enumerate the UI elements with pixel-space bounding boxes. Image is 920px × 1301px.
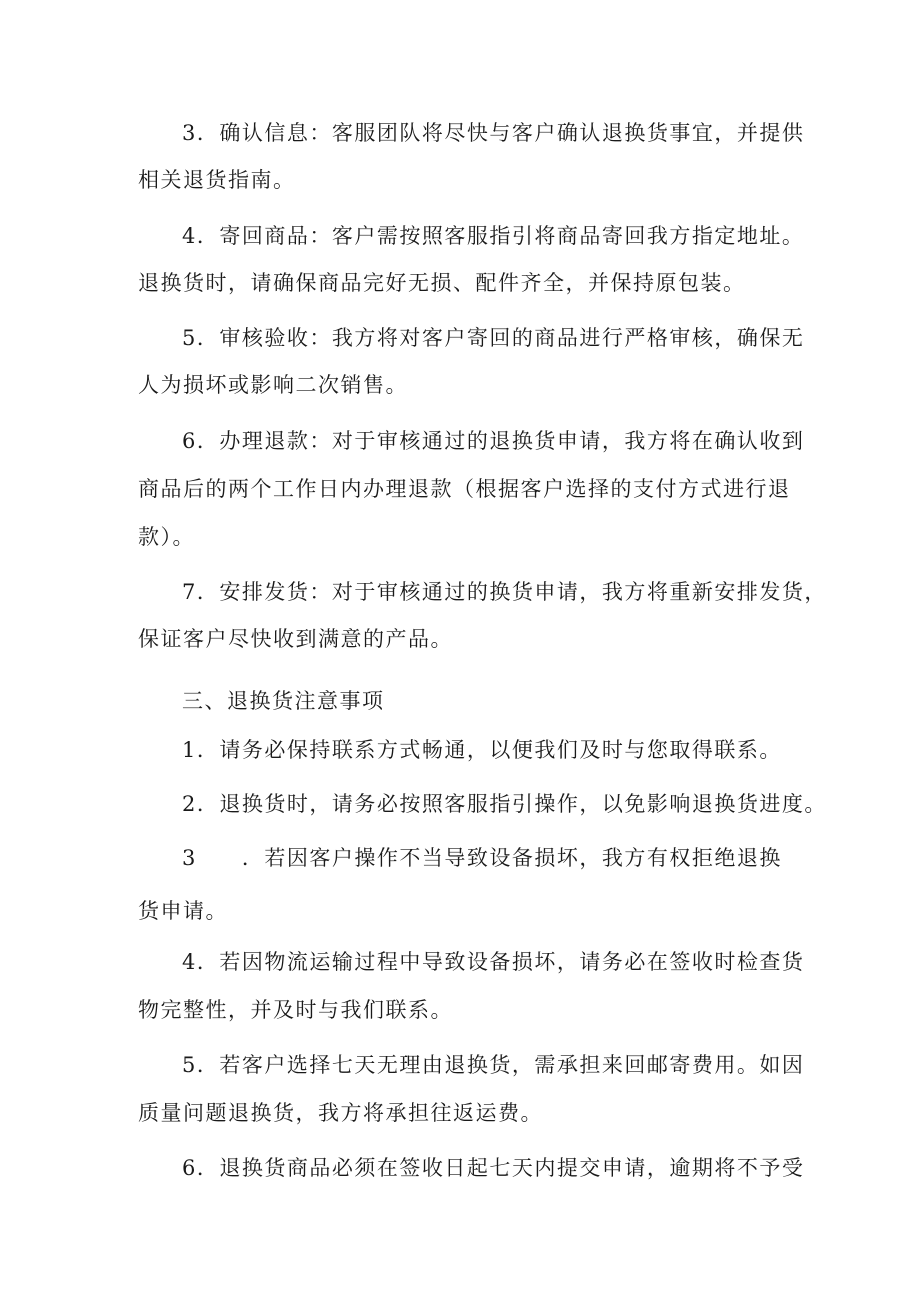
paragraph-line: 6．办理退款：对于审核通过的退换货申请，我方将在确认收到 [182, 429, 805, 453]
paragraph-line: 款）。 [138, 525, 195, 549]
paragraph-line: 3．确认信息：客服团队将尽快与客户确认退换货事宜，并提供 [182, 121, 805, 145]
paragraph-line: 7．安排发货：对于审核通过的换货申请，我方将重新安排发货， [182, 580, 827, 604]
paragraph-line: 货申请。 [138, 899, 228, 923]
paragraph-line: 物完整性，并及时与我们联系。 [138, 998, 453, 1022]
section-heading: 三、退换货注意事项 [182, 689, 385, 713]
paragraph-line: 1．请务必保持联系方式畅通，以便我们及时与您取得联系。 [182, 738, 782, 762]
paragraph-line: 保证客户尽快收到满意的产品。 [138, 627, 453, 651]
paragraph-line: 3 ．若因客户操作不当导致设备损坏，我方有权拒绝退换 [182, 846, 782, 870]
paragraph-line: 退换货时，请确保商品完好无损、配件齐全，并保持原包装。 [138, 271, 746, 295]
paragraph-line: 商品后的两个工作日内办理退款（根据客户选择的支付方式进行退 [138, 477, 791, 501]
paragraph-line: 2．退换货时，请务必按照客服指引操作，以免影响退换货进度。 [182, 792, 827, 816]
paragraph-line: 5．若客户选择七天无理由退换货，需承担来回邮寄费用。如因 [182, 1053, 805, 1077]
paragraph-line: 4．寄回商品：客户需按照客服指引将商品寄回我方指定地址。 [182, 224, 805, 248]
paragraph-line: 质量问题退换货，我方将承担往返运费。 [138, 1101, 543, 1125]
paragraph-line: 6．退换货商品必须在签收日起七天内提交申请，逾期将不予受 [182, 1156, 805, 1180]
paragraph-line: 4．若因物流运输过程中导致设备损坏，请务必在签收时检查货 [182, 950, 805, 974]
paragraph-line: 5．审核验收：我方将对客户寄回的商品进行严格审核，确保无 [182, 326, 805, 350]
paragraph-line: 相关退货指南。 [138, 168, 296, 192]
paragraph-line: 人为损坏或影响二次销售。 [138, 373, 408, 397]
